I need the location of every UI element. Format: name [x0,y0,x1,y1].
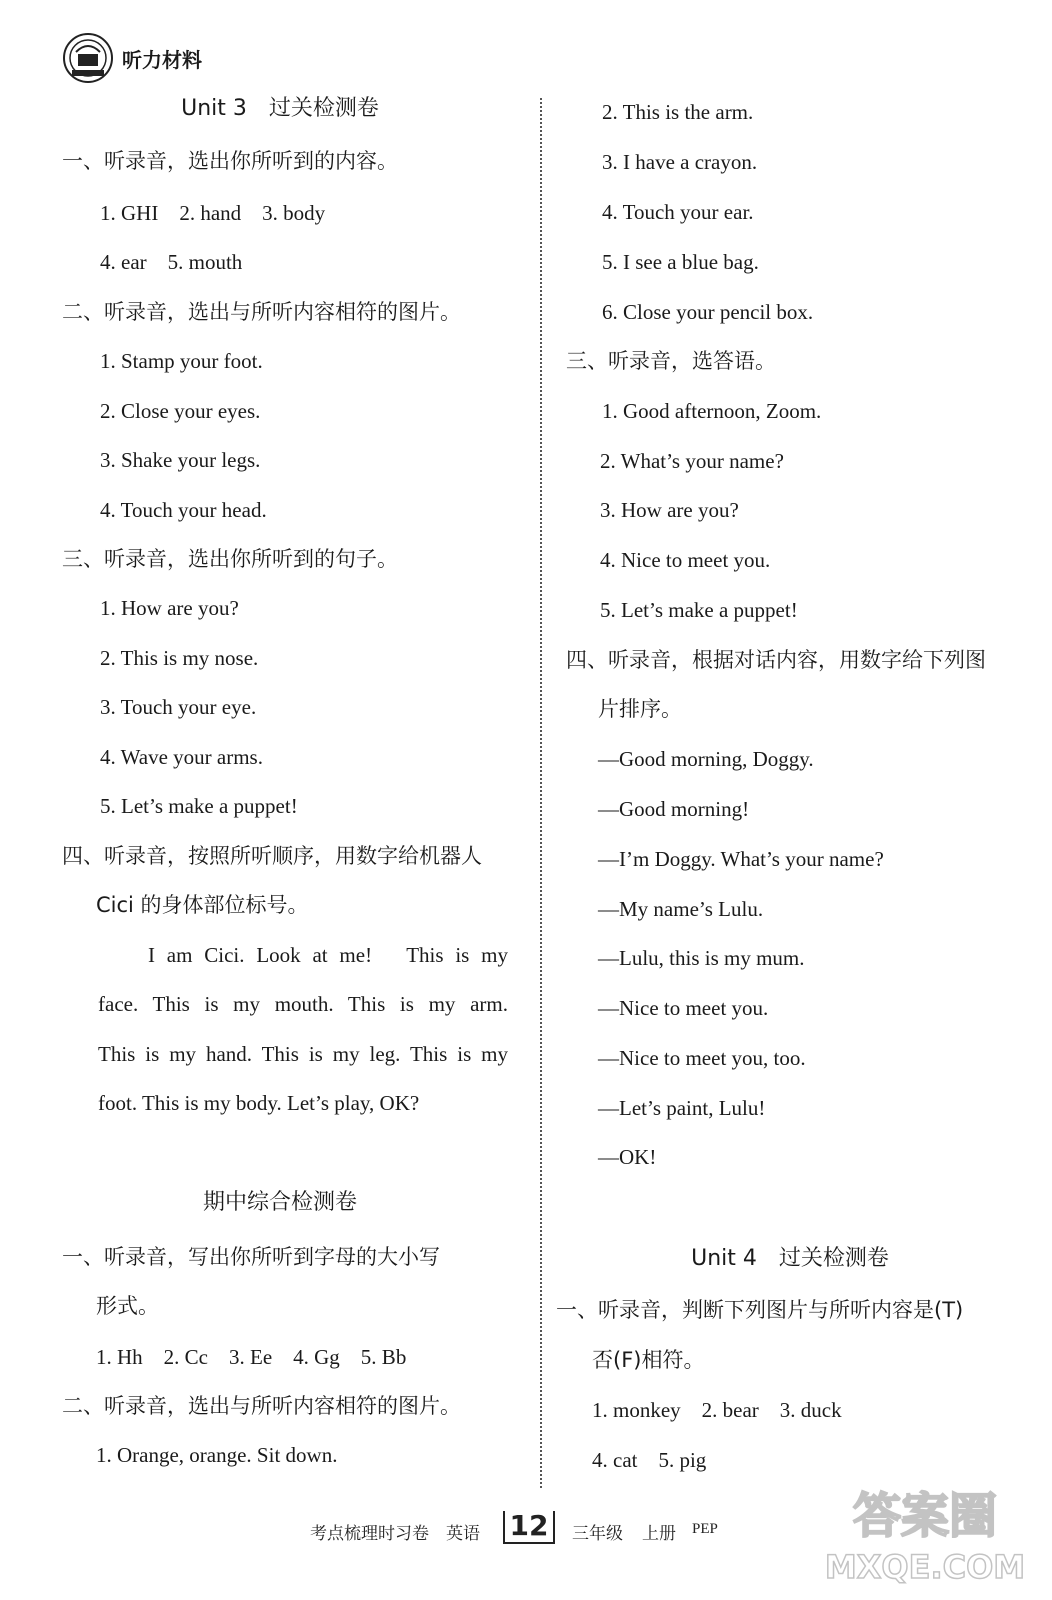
page-header [62,28,202,88]
column-divider [540,98,542,1488]
paragraph-line: foot. This is my body. Let’s play, OK? [98,1091,420,1115]
section-4-title: 四、听录音，按照所听顺序，用数字给机器人 [62,844,482,868]
mid-section-2-title: 二、听录音，选出与所听内容相符的图片。 [62,1394,461,1418]
unit4-title: Unit 4 过关检测卷 [691,1246,889,1271]
footer-grade: 三年级 [572,1524,623,1543]
mid-section-1-title-cont: 形式。 [96,1294,159,1318]
mid-section-4-title: 四、听录音，根据对话内容，用数字给下列图 [566,648,986,672]
unit3-title: Unit 3 过关检测卷 [181,96,379,121]
footer-subject: 英语 [446,1524,480,1543]
watermark-line1: 答案圈 [852,1488,998,1544]
dialog-line: —My name’s Lulu. [598,897,764,921]
list-item: 1. Hh 2. Cc 3. Ee 4. Gg 5. Bb [96,1345,407,1369]
header-title: 听力材料 [122,47,202,72]
midterm-title: 期中综合检测卷 [202,1190,357,1215]
list-item: 1. How are you? [100,596,239,620]
list-item: 3. I have a crayon. [602,150,758,174]
list-item: 2. This is my nose. [100,646,259,670]
list-item: 3. Touch your eye. [100,695,257,719]
unit4-section-1-title: 一、听录音，判断下列图片与所听内容是(T) [556,1298,964,1322]
list-item: 1. Orange, orange. Sit down. [96,1443,338,1467]
footer-book-title: 考点梳理时习卷 [310,1524,429,1543]
list-item: 2. What’s your name? [600,449,784,473]
list-item: 3. Shake your legs. [100,448,261,472]
section-2-title: 二、听录音，选出与所听内容相符的图片。 [62,300,461,324]
dialog-line: —OK! [598,1145,657,1169]
list-item: 6. Close your pencil box. [602,300,814,324]
list-item: 4. cat 5. pig [592,1448,707,1472]
dialog-line: —Nice to meet you. [598,996,769,1020]
watermark-line2: MXQE.COM [824,1548,1026,1586]
paragraph-line: face. This is my mouth. This is my arm. [98,992,508,1016]
list-item: 2. Close your eyes. [100,399,261,423]
list-item: 1. monkey 2. bear 3. duck [592,1398,842,1422]
footer-volume: 上册 [642,1524,676,1543]
watermark-logo-icon [815,1470,1035,1590]
page-number: 12 [509,1509,549,1542]
logo-emblem-icon [62,32,114,84]
dialog-line: —Nice to meet you, too. [598,1046,806,1070]
section-3-title: 三、听录音，选出你所听到的句子。 [62,547,398,571]
list-item: 1. Good afternoon, Zoom. [602,399,822,423]
footer-edition: PEP [692,1521,718,1537]
list-item: 4. Touch your head. [100,498,267,522]
list-item: 5. Let’s make a puppet! [600,598,798,622]
list-item: 1. GHI 2. hand 3. body [100,201,326,225]
list-item: 4. Nice to meet you. [600,548,771,572]
section-1-title: 一、听录音，选出你所听到的内容。 [62,149,398,173]
dialog-line: —I’m Doggy. What’s your name? [598,847,884,871]
list-item: 2. This is the arm. [602,100,754,124]
list-item: 5. Let’s make a puppet! [100,794,298,818]
paragraph-line: This is my hand. This is my leg. This is my [98,1042,508,1066]
list-item: 4. Touch your ear. [602,200,754,224]
dialog-line: —Good morning, Doggy. [598,747,814,771]
list-item: 3. How are you? [600,498,739,522]
dialog-line: —Let’s paint, Lulu! [598,1096,766,1120]
section-4-title-cont: Cici 的身体部位标号。 [96,893,309,917]
mid-section-1-title: 一、听录音，写出你所听到字母的大小写 [62,1245,440,1269]
list-item: 4. ear 5. mouth [100,250,243,274]
dialog-line: —Good morning! [598,797,750,821]
paragraph-line: I am Cici. Look at me! This is my [148,943,508,967]
unit4-section-1-title-cont: 否(F)相符。 [592,1348,705,1372]
mid-section-4-title-cont: 片排序。 [598,697,682,721]
dialog-line: —Lulu, this is my mum. [598,946,805,970]
list-item: 1. Stamp your foot. [100,349,263,373]
mid-section-3-title: 三、听录音，选答语。 [566,349,776,373]
list-item: 4. Wave your arms. [100,745,263,769]
list-item: 5. I see a blue bag. [602,250,759,274]
